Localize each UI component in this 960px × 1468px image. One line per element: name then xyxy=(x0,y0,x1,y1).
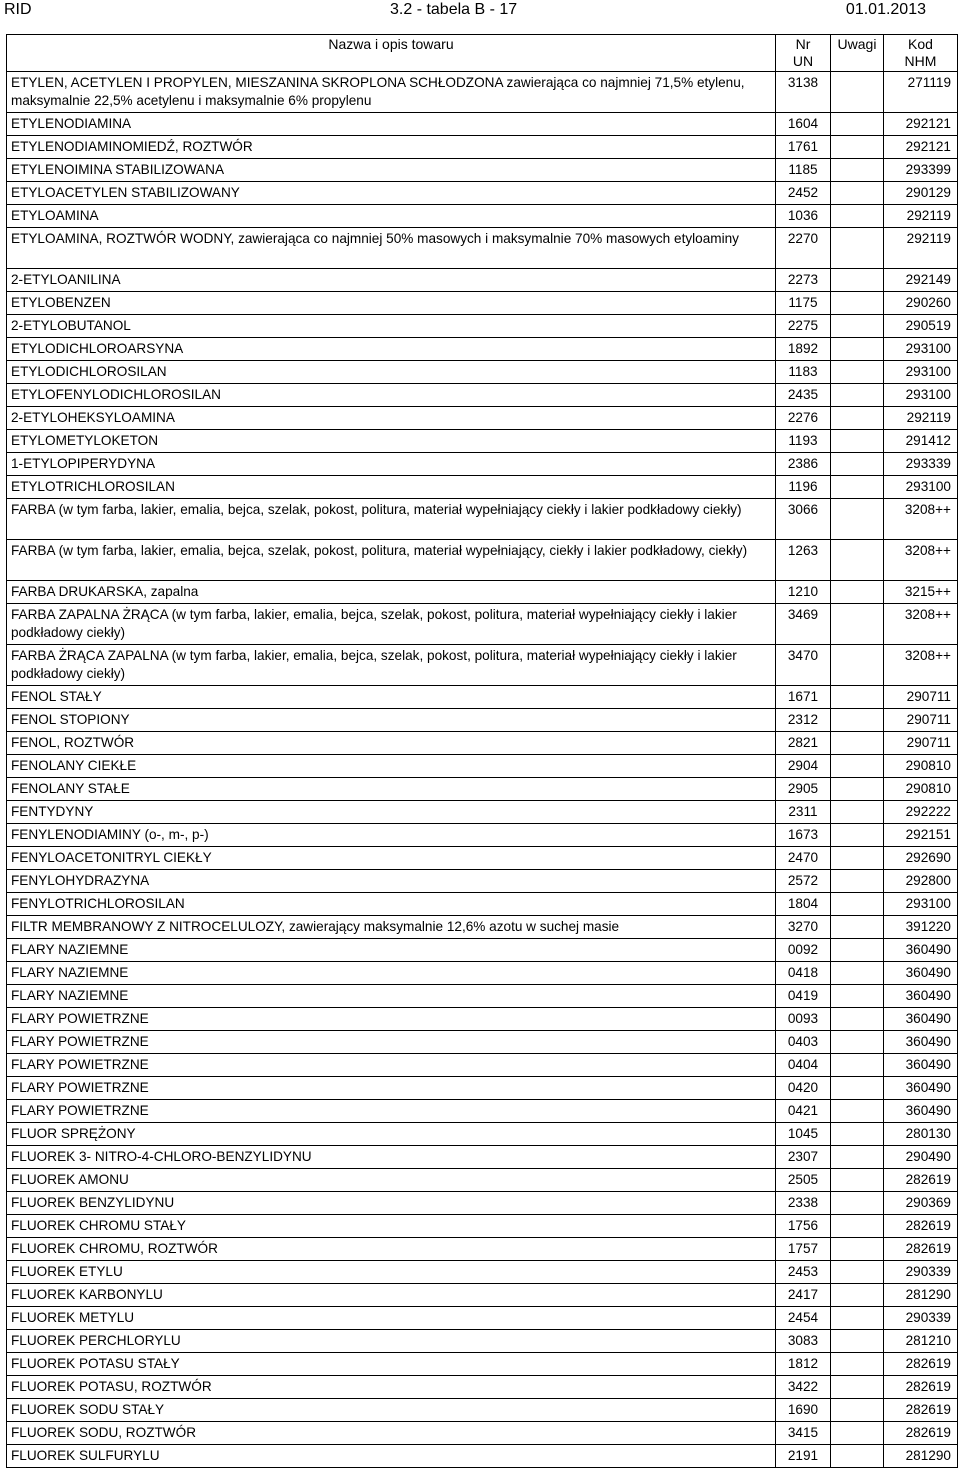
cell-un-number: 1045 xyxy=(776,1123,831,1146)
cell-remarks xyxy=(831,269,884,292)
cell-remarks xyxy=(831,1261,884,1284)
cell-un-number: 3083 xyxy=(776,1330,831,1353)
table-row xyxy=(7,292,958,315)
table-row xyxy=(7,159,958,182)
table-row xyxy=(7,645,958,686)
page-header xyxy=(0,0,960,22)
cell-remarks xyxy=(831,1192,884,1215)
table-row xyxy=(7,1445,958,1468)
cell-remarks xyxy=(831,72,884,113)
cell-un-number: 2191 xyxy=(776,1445,831,1468)
cell-remarks xyxy=(831,1146,884,1169)
table-row xyxy=(7,1261,958,1284)
cell-remarks xyxy=(831,292,884,315)
cell-un-number: 1185 xyxy=(776,159,831,182)
cell-name: FLUOREK CHROMU, ROZTWÓR xyxy=(7,1238,776,1261)
cell-remarks xyxy=(831,159,884,182)
cell-un-number: 2470 xyxy=(776,847,831,870)
cell-nhm-code: 290711 xyxy=(884,686,958,709)
cell-un-number: 2312 xyxy=(776,709,831,732)
cell-remarks xyxy=(831,824,884,847)
cell-nhm-code: 360490 xyxy=(884,1077,958,1100)
cell-un-number: 1196 xyxy=(776,476,831,499)
cell-remarks xyxy=(831,205,884,228)
table-row xyxy=(7,1422,958,1445)
table-row xyxy=(7,182,958,205)
cell-remarks xyxy=(831,476,884,499)
table-row xyxy=(7,1238,958,1261)
cell-remarks xyxy=(831,1307,884,1330)
cell-remarks xyxy=(831,1169,884,1192)
cell-name: FARBA ZAPALNA ŻRĄCA (w tym farba, lakier, emalia, bejca, szelak, pokost, politura, materiał wypełniający ciekły i lakier podkładowy ciekły) xyxy=(7,604,776,645)
cell-nhm-code: 292151 xyxy=(884,824,958,847)
cell-nhm-code: 290339 xyxy=(884,1307,958,1330)
cell-un-number: 0418 xyxy=(776,962,831,985)
cell-name: FLUOREK PERCHLORYLU xyxy=(7,1330,776,1353)
table-row xyxy=(7,1192,958,1215)
cell-un-number: 0403 xyxy=(776,1031,831,1054)
cell-remarks xyxy=(831,916,884,939)
table-row xyxy=(7,499,958,540)
cell-name: FARBA ŻRĄCA ZAPALNA (w tym farba, lakier, emalia, bejca, szelak, pokost, politura, materiał wypełniający ciekły i lakier podkładowy ciekły) xyxy=(7,645,776,686)
cell-nhm-code: 290129 xyxy=(884,182,958,205)
cell-remarks xyxy=(831,1399,884,1422)
cell-name: 1-ETYLOPIPERYDYNA xyxy=(7,453,776,476)
cell-name: FLUOREK POTASU, ROZTWÓR xyxy=(7,1376,776,1399)
cell-remarks xyxy=(831,499,884,540)
cell-remarks xyxy=(831,801,884,824)
cell-remarks xyxy=(831,732,884,755)
cell-name: FLUOREK KARBONYLU xyxy=(7,1284,776,1307)
cell-nhm-code: 290711 xyxy=(884,709,958,732)
cell-nhm-code: 293100 xyxy=(884,893,958,916)
cell-remarks xyxy=(831,361,884,384)
table-row xyxy=(7,1376,958,1399)
cell-un-number: 2904 xyxy=(776,755,831,778)
cell-nhm-code: 360490 xyxy=(884,1008,958,1031)
table-row xyxy=(7,870,958,893)
table-row xyxy=(7,269,958,292)
table-row xyxy=(7,338,958,361)
cell-name: FENYLOTRICHLOROSILAN xyxy=(7,893,776,916)
table-row xyxy=(7,1169,958,1192)
cell-nhm-code: 360490 xyxy=(884,962,958,985)
cell-name: FARBA DRUKARSKA, zapalna xyxy=(7,581,776,604)
cell-remarks xyxy=(831,136,884,159)
cell-un-number: 2454 xyxy=(776,1307,831,1330)
cell-un-number: 1892 xyxy=(776,338,831,361)
cell-nhm-code: 292690 xyxy=(884,847,958,870)
cell-un-number: 1812 xyxy=(776,1353,831,1376)
cell-nhm-code: 391220 xyxy=(884,916,958,939)
table-header-row xyxy=(7,35,958,72)
cell-nhm-code: 3215++ xyxy=(884,581,958,604)
cell-name: FLARY POWIETRZNE xyxy=(7,1054,776,1077)
cell-un-number: 3422 xyxy=(776,1376,831,1399)
cell-name: FENTYDYNY xyxy=(7,801,776,824)
cell-name: FLUOREK SULFURYLU xyxy=(7,1445,776,1468)
table-row xyxy=(7,801,958,824)
table-row xyxy=(7,824,958,847)
cell-nhm-code: 282619 xyxy=(884,1422,958,1445)
cell-remarks xyxy=(831,686,884,709)
cell-nhm-code: 292222 xyxy=(884,801,958,824)
cell-un-number: 1175 xyxy=(776,292,831,315)
cell-remarks xyxy=(831,962,884,985)
cell-name: FILTR MEMBRANOWY Z NITROCELULOZY, zawierający maksymalnie 12,6% azotu w suchej masie xyxy=(7,916,776,939)
cell-un-number: 0421 xyxy=(776,1100,831,1123)
cell-remarks xyxy=(831,1330,884,1353)
cell-name: FENOLANY CIEKŁE xyxy=(7,755,776,778)
cell-nhm-code: 3208++ xyxy=(884,604,958,645)
cell-un-number: 0093 xyxy=(776,1008,831,1031)
cell-name: FLARY POWIETRZNE xyxy=(7,1031,776,1054)
header-table-ref: 3.2 - tabela B - 17 xyxy=(390,1,518,18)
cell-name: FLARY NAZIEMNE xyxy=(7,962,776,985)
cell-nhm-code: 282619 xyxy=(884,1215,958,1238)
cell-un-number: 2307 xyxy=(776,1146,831,1169)
table-row xyxy=(7,778,958,801)
cell-name: FLUOREK SODU STAŁY xyxy=(7,1399,776,1422)
cell-remarks xyxy=(831,1215,884,1238)
cell-un-number: 2453 xyxy=(776,1261,831,1284)
cell-nhm-code: 292121 xyxy=(884,113,958,136)
cell-remarks xyxy=(831,315,884,338)
cell-name: 2-ETYLOHEKSYLOAMINA xyxy=(7,407,776,430)
table-row xyxy=(7,1146,958,1169)
cell-nhm-code: 292121 xyxy=(884,136,958,159)
cell-remarks xyxy=(831,113,884,136)
cell-name: FLUOREK 3- NITRO-4-CHLORO-BENZYLIDYNU xyxy=(7,1146,776,1169)
cell-nhm-code: 293339 xyxy=(884,453,958,476)
table-row xyxy=(7,1031,958,1054)
cell-name: FLUOREK BENZYLIDYNU xyxy=(7,1192,776,1215)
cell-un-number: 3470 xyxy=(776,645,831,686)
cell-nhm-code: 290810 xyxy=(884,778,958,801)
cell-nhm-code: 292800 xyxy=(884,870,958,893)
cell-remarks xyxy=(831,1031,884,1054)
cell-remarks xyxy=(831,939,884,962)
cell-un-number: 1673 xyxy=(776,824,831,847)
cell-remarks xyxy=(831,407,884,430)
table-row xyxy=(7,893,958,916)
cell-nhm-code: 3208++ xyxy=(884,540,958,581)
cell-un-number: 1604 xyxy=(776,113,831,136)
cell-nhm-code: 282619 xyxy=(884,1238,958,1261)
table-row xyxy=(7,315,958,338)
cell-un-number: 2338 xyxy=(776,1192,831,1215)
cell-nhm-code: 280130 xyxy=(884,1123,958,1146)
cell-nhm-code: 360490 xyxy=(884,1031,958,1054)
table-row xyxy=(7,476,958,499)
cell-un-number: 1671 xyxy=(776,686,831,709)
cell-name: ETYLENODIAMINA xyxy=(7,113,776,136)
cell-nhm-code: 282619 xyxy=(884,1353,958,1376)
cell-un-number: 2905 xyxy=(776,778,831,801)
table-row xyxy=(7,205,958,228)
cell-name: FENOL STAŁY xyxy=(7,686,776,709)
cell-un-number: 2276 xyxy=(776,407,831,430)
cell-name: FENOL, ROZTWÓR xyxy=(7,732,776,755)
cell-name: 2-ETYLOANILINA xyxy=(7,269,776,292)
cell-name: ETYLEN, ACETYLEN I PROPYLEN, MIESZANINA SKROPLONA SCHŁODZONA zawierająca co najmniej 71,5% etylenu, maksymalnie 22,5% acetylenu i maksymalnie 6% propylenu xyxy=(7,72,776,113)
cell-name: FLARY NAZIEMNE xyxy=(7,985,776,1008)
cell-nhm-code: 292119 xyxy=(884,228,958,269)
cell-name: ETYLOTRICHLOROSILAN xyxy=(7,476,776,499)
goods-table xyxy=(6,34,958,1468)
cell-nhm-code: 290339 xyxy=(884,1261,958,1284)
cell-name: FLUOREK METYLU xyxy=(7,1307,776,1330)
cell-nhm-code: 282619 xyxy=(884,1169,958,1192)
cell-nhm-code: 281290 xyxy=(884,1284,958,1307)
table-row xyxy=(7,939,958,962)
cell-remarks xyxy=(831,384,884,407)
table-row xyxy=(7,1307,958,1330)
cell-name: FENYLENODIAMINY (o-, m-, p-) xyxy=(7,824,776,847)
cell-name: FLUOREK SODU, ROZTWÓR xyxy=(7,1422,776,1445)
cell-name: ETYLOAMINA xyxy=(7,205,776,228)
table-row xyxy=(7,686,958,709)
cell-remarks xyxy=(831,847,884,870)
cell-un-number: 1756 xyxy=(776,1215,831,1238)
cell-nhm-code: 290369 xyxy=(884,1192,958,1215)
cell-remarks xyxy=(831,985,884,1008)
table-row xyxy=(7,113,958,136)
table-row xyxy=(7,1215,958,1238)
cell-un-number: 1036 xyxy=(776,205,831,228)
cell-nhm-code: 291412 xyxy=(884,430,958,453)
header-date: 01.01.2013 xyxy=(845,1,926,18)
cell-remarks xyxy=(831,1008,884,1031)
cell-nhm-code: 360490 xyxy=(884,985,958,1008)
cell-nhm-code: 282619 xyxy=(884,1376,958,1399)
cell-name: FLUOREK ETYLU xyxy=(7,1261,776,1284)
cell-un-number: 2572 xyxy=(776,870,831,893)
cell-un-number: 2273 xyxy=(776,269,831,292)
cell-name: FLARY POWIETRZNE xyxy=(7,1008,776,1031)
table-row xyxy=(7,985,958,1008)
cell-remarks xyxy=(831,1238,884,1261)
table-row xyxy=(7,540,958,581)
cell-un-number: 1193 xyxy=(776,430,831,453)
cell-remarks xyxy=(831,1353,884,1376)
cell-nhm-code: 293100 xyxy=(884,384,958,407)
cell-un-number: 1761 xyxy=(776,136,831,159)
cell-remarks xyxy=(831,453,884,476)
cell-un-number: 2386 xyxy=(776,453,831,476)
column-header-kod: Kod NHM xyxy=(884,35,958,72)
cell-un-number: 1263 xyxy=(776,540,831,581)
cell-name: FLARY POWIETRZNE xyxy=(7,1100,776,1123)
cell-un-number: 1804 xyxy=(776,893,831,916)
table-row xyxy=(7,1399,958,1422)
cell-name: FENOL STOPIONY xyxy=(7,709,776,732)
cell-un-number: 3469 xyxy=(776,604,831,645)
cell-nhm-code: 290810 xyxy=(884,755,958,778)
table-row xyxy=(7,1008,958,1031)
cell-remarks xyxy=(831,540,884,581)
cell-nhm-code: 290519 xyxy=(884,315,958,338)
table-row xyxy=(7,604,958,645)
cell-remarks xyxy=(831,893,884,916)
cell-un-number: 1757 xyxy=(776,1238,831,1261)
table-row xyxy=(7,732,958,755)
cell-nhm-code: 293100 xyxy=(884,338,958,361)
cell-remarks xyxy=(831,604,884,645)
table-row xyxy=(7,1123,958,1146)
column-header-nr: Nr UN xyxy=(776,35,831,72)
table-row xyxy=(7,1330,958,1353)
cell-nhm-code: 360490 xyxy=(884,939,958,962)
cell-un-number: 1210 xyxy=(776,581,831,604)
cell-un-number: 2452 xyxy=(776,182,831,205)
cell-remarks xyxy=(831,1054,884,1077)
cell-un-number: 2311 xyxy=(776,801,831,824)
cell-remarks xyxy=(831,1100,884,1123)
cell-name: FENYLOACETONITRYL CIEKŁY xyxy=(7,847,776,870)
cell-name: ETYLOBENZEN xyxy=(7,292,776,315)
cell-nhm-code: 290260 xyxy=(884,292,958,315)
table-row xyxy=(7,1100,958,1123)
cell-un-number: 3066 xyxy=(776,499,831,540)
cell-un-number: 2435 xyxy=(776,384,831,407)
cell-nhm-code: 3208++ xyxy=(884,645,958,686)
cell-name: FLARY NAZIEMNE xyxy=(7,939,776,962)
cell-name: FLUOREK CHROMU STAŁY xyxy=(7,1215,776,1238)
cell-remarks xyxy=(831,430,884,453)
cell-name: ETYLENODIAMINOMIEDŹ, ROZTWÓR xyxy=(7,136,776,159)
cell-nhm-code: 292149 xyxy=(884,269,958,292)
cell-name: FENYLOHYDRAZYNA xyxy=(7,870,776,893)
cell-nhm-code: 282619 xyxy=(884,1399,958,1422)
table-row xyxy=(7,430,958,453)
cell-nhm-code: 281290 xyxy=(884,1445,958,1468)
cell-un-number: 2275 xyxy=(776,315,831,338)
cell-un-number: 3270 xyxy=(776,916,831,939)
cell-nhm-code: 293100 xyxy=(884,476,958,499)
cell-un-number: 2505 xyxy=(776,1169,831,1192)
table-row xyxy=(7,1077,958,1100)
cell-remarks xyxy=(831,870,884,893)
cell-nhm-code: 3208++ xyxy=(884,499,958,540)
column-header-uwagi: Uwagi xyxy=(831,35,884,72)
table-row xyxy=(7,1054,958,1077)
cell-un-number: 0420 xyxy=(776,1077,831,1100)
cell-un-number: 3138 xyxy=(776,72,831,113)
cell-name: FLARY POWIETRZNE xyxy=(7,1077,776,1100)
cell-name: FARBA (w tym farba, lakier, emalia, bejca, szelak, pokost, politura, materiał wypełniający ciekły i lakier podkładowy ciekły) xyxy=(7,499,776,540)
cell-nhm-code: 292119 xyxy=(884,205,958,228)
cell-name: 2-ETYLOBUTANOL xyxy=(7,315,776,338)
cell-remarks xyxy=(831,1445,884,1468)
cell-remarks xyxy=(831,755,884,778)
cell-name: ETYLENOIMINA STABILIZOWANA xyxy=(7,159,776,182)
cell-name: ETYLODICHLOROSILAN xyxy=(7,361,776,384)
cell-remarks xyxy=(831,1422,884,1445)
cell-nhm-code: 290711 xyxy=(884,732,958,755)
cell-remarks xyxy=(831,182,884,205)
cell-un-number: 2417 xyxy=(776,1284,831,1307)
cell-nhm-code: 290490 xyxy=(884,1146,958,1169)
cell-un-number: 2821 xyxy=(776,732,831,755)
cell-un-number: 1183 xyxy=(776,361,831,384)
cell-name: ETYLOAMINA, ROZTWÓR WODNY, zawierająca co najmniej 50% masowych i maksymalnie 70% masowych etyloaminy xyxy=(7,228,776,269)
cell-name: FLUOREK POTASU STAŁY xyxy=(7,1353,776,1376)
cell-nhm-code: 293399 xyxy=(884,159,958,182)
cell-remarks xyxy=(831,1284,884,1307)
cell-nhm-code: 360490 xyxy=(884,1100,958,1123)
cell-name: FLUOR SPRĘŻONY xyxy=(7,1123,776,1146)
cell-remarks xyxy=(831,778,884,801)
table-row xyxy=(7,72,958,113)
header-regulation: RID xyxy=(4,1,32,18)
table-row xyxy=(7,407,958,430)
table-row xyxy=(7,453,958,476)
cell-remarks xyxy=(831,228,884,269)
cell-un-number: 2270 xyxy=(776,228,831,269)
cell-name: FLUOREK AMONU xyxy=(7,1169,776,1192)
cell-un-number: 0404 xyxy=(776,1054,831,1077)
cell-nhm-code: 293100 xyxy=(884,361,958,384)
cell-nhm-code: 271119 xyxy=(884,72,958,113)
cell-un-number: 0092 xyxy=(776,939,831,962)
cell-remarks xyxy=(831,1077,884,1100)
cell-remarks xyxy=(831,1376,884,1399)
cell-remarks xyxy=(831,338,884,361)
cell-nhm-code: 360490 xyxy=(884,1054,958,1077)
table-row xyxy=(7,962,958,985)
cell-name: ETYLOFENYLODICHLOROSILAN xyxy=(7,384,776,407)
cell-name: ETYLOACETYLEN STABILIZOWANY xyxy=(7,182,776,205)
cell-remarks xyxy=(831,709,884,732)
cell-nhm-code: 292119 xyxy=(884,407,958,430)
column-header-name: Nazwa i opis towaru xyxy=(7,35,776,72)
table-row xyxy=(7,136,958,159)
cell-name: ETYLODICHLOROARSYNA xyxy=(7,338,776,361)
table-row xyxy=(7,1284,958,1307)
cell-nhm-code: 281210 xyxy=(884,1330,958,1353)
cell-un-number: 3415 xyxy=(776,1422,831,1445)
table-row xyxy=(7,709,958,732)
table-row xyxy=(7,1353,958,1376)
table-row xyxy=(7,384,958,407)
cell-name: ETYLOMETYLOKETON xyxy=(7,430,776,453)
table-row xyxy=(7,581,958,604)
cell-remarks xyxy=(831,581,884,604)
cell-name: FENOLANY STAŁE xyxy=(7,778,776,801)
cell-un-number: 1690 xyxy=(776,1399,831,1422)
cell-remarks xyxy=(831,1123,884,1146)
cell-remarks xyxy=(831,645,884,686)
table-row xyxy=(7,916,958,939)
table-row xyxy=(7,228,958,269)
table-row xyxy=(7,755,958,778)
table-row xyxy=(7,361,958,384)
table-row xyxy=(7,847,958,870)
cell-name: FARBA (w tym farba, lakier, emalia, bejca, szelak, pokost, politura, materiał wypełniający, ciekły i lakier podkładowy, ciekły) xyxy=(7,540,776,581)
cell-un-number: 0419 xyxy=(776,985,831,1008)
